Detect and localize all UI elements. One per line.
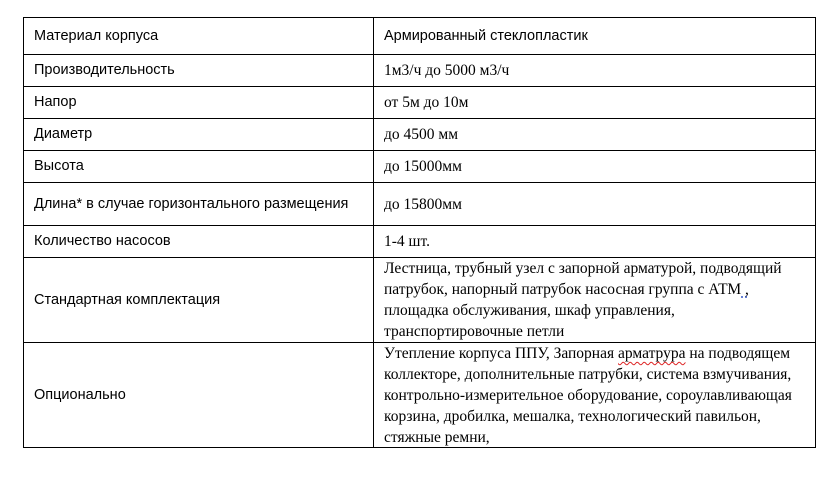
table-row — [24, 183, 816, 226]
row-label: Длина* в случае горизонтального размещения — [24, 183, 374, 226]
row-value: 1-4 шт. — [374, 226, 816, 258]
row-value — [374, 343, 816, 448]
table-row — [24, 226, 816, 258]
table-row — [24, 258, 816, 343]
row-value: Армированный стеклопластик — [374, 18, 816, 55]
table-row — [24, 119, 816, 151]
row-value: до 4500 мм — [374, 119, 816, 151]
table-row — [24, 343, 816, 448]
row-label: Материал корпуса — [24, 18, 374, 55]
value-text: Лестница, трубный узел с запорной арматурой, подводящий патрубок, напорный патрубок насосная группа с АТМ — [384, 260, 782, 298]
value-clip — [384, 343, 805, 447]
row-label: Опционально — [24, 343, 374, 448]
row-label: Напор — [24, 87, 374, 119]
spec-table — [23, 17, 816, 448]
value-text: на подводящем коллекторе, дополнительные патрубки, система взмучивания, контрольно-измерительное оборудование, сороулавливающая корзина, дробилка, мешалка, технологический павильон, стяжные ремни, — [384, 345, 792, 446]
table-row — [24, 151, 816, 183]
row-label: Диаметр — [24, 119, 374, 151]
value-text: площадка обслуживания, шкаф управления, транспортировочные петли — [384, 302, 675, 340]
row-label: Производительность — [24, 55, 374, 87]
value-text: Утепление корпуса ППУ, Запорная — [384, 345, 618, 362]
table-row — [24, 55, 816, 87]
row-value: до 15800мм — [374, 183, 816, 226]
row-value: от 5м до 10м — [374, 87, 816, 119]
row-label: Стандартная комплектация — [24, 258, 374, 343]
grammar-mark: , — [741, 281, 749, 298]
row-value: до 15000мм — [374, 151, 816, 183]
row-label: Высота — [24, 151, 374, 183]
row-value: 1м3/ч до 5000 м3/ч — [374, 55, 816, 87]
table-row — [24, 18, 816, 55]
table-row — [24, 87, 816, 119]
row-value — [374, 258, 816, 343]
row-label: Количество насосов — [24, 226, 374, 258]
spelling-mark: арматрура — [618, 345, 686, 362]
